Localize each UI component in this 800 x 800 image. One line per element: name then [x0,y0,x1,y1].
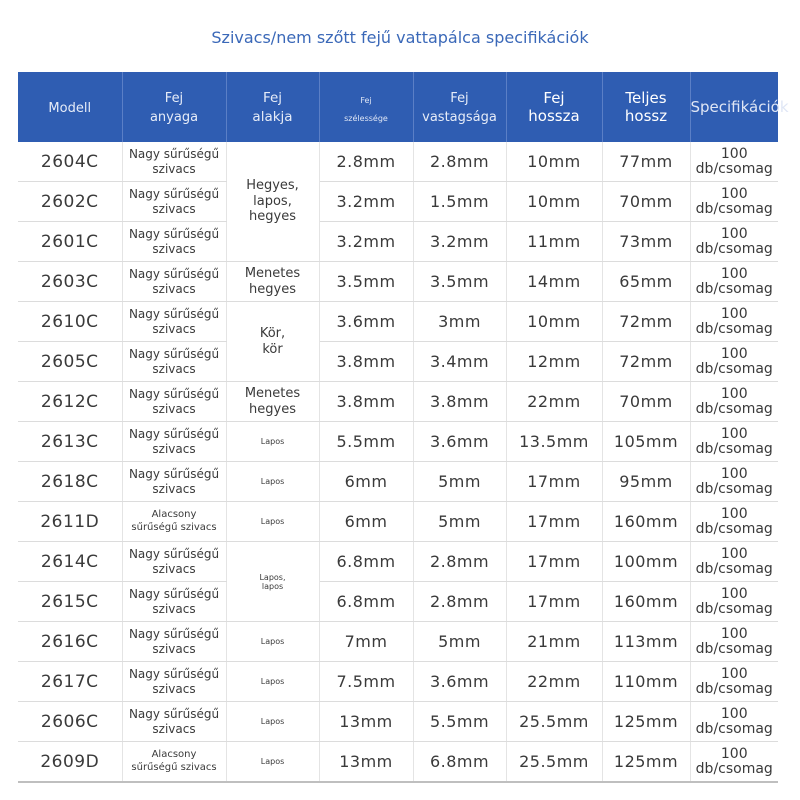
cell-shape: Menetes hegyes [226,382,319,422]
table-row [18,742,778,783]
cell-shape: Lapos [226,502,319,542]
cell-shape: Lapos [226,742,319,783]
cell-thickness: 6.8mm [413,742,506,783]
table-row [18,222,778,262]
cell-width: 13mm [319,742,413,783]
cell-head-length: 17mm [506,462,602,502]
cell-material: Nagy sűrűségű szivacs [122,702,226,742]
table-row [18,182,778,222]
cell-head-length: 14mm [506,262,602,302]
cell-shape: Lapos, lapos [226,542,319,622]
cell-material: Nagy sűrűségű szivacs [122,662,226,702]
cell-head-length: 22mm [506,382,602,422]
table-row [18,582,778,622]
cell-width: 7.5mm [319,662,413,702]
cell-width: 3.8mm [319,342,413,382]
cell-head-length: 10mm [506,142,602,182]
cell-model: 2617C [18,662,122,702]
cell-width: 5.5mm [319,422,413,462]
spec-table [18,72,789,783]
cell-width: 3.2mm [319,222,413,262]
cell-width: 6.8mm [319,542,413,582]
cell-model: 2609D [18,742,122,783]
cell-model: 2604C [18,142,122,182]
cell-material: Nagy sűrűségű szivacs [122,182,226,222]
cell-pack: 100 db/csomag [690,382,778,422]
cell-thickness: 3.6mm [413,422,506,462]
header-head-length: Fej hossza [506,72,602,142]
cell-material: Nagy sűrűségű szivacs [122,302,226,342]
cell-pack: 100 db/csomag [690,182,778,222]
table-row [18,622,778,662]
table-row [18,382,778,422]
cell-head-length: 22mm [506,662,602,702]
cell-width: 3.2mm [319,182,413,222]
cell-head-length: 21mm [506,622,602,662]
cell-thickness: 5mm [413,462,506,502]
cell-head-length: 10mm [506,182,602,222]
cell-width: 3.5mm [319,262,413,302]
header-total-length: Teljes hossz [602,72,690,142]
cell-width: 13mm [319,702,413,742]
cell-pack: 100 db/csomag [690,302,778,342]
cell-head-length: 17mm [506,582,602,622]
cell-model: 2603C [18,262,122,302]
cell-width: 3.6mm [319,302,413,342]
cell-total-length: 100mm [602,542,690,582]
header-thickness: Fej vastagsága [413,72,506,142]
cell-head-length: 10mm [506,302,602,342]
cell-thickness: 3.4mm [413,342,506,382]
cell-thickness: 5.5mm [413,702,506,742]
cell-width: 6.8mm [319,582,413,622]
table-row [18,702,778,742]
cell-thickness: 2.8mm [413,582,506,622]
cell-model: 2614C [18,542,122,582]
cell-head-length: 17mm [506,542,602,582]
cell-shape: Lapos [226,622,319,662]
cell-total-length: 95mm [602,462,690,502]
cell-material: Nagy sűrűségű szivacs [122,262,226,302]
cell-pack: 100 db/csomag [690,422,778,462]
cell-pack: 100 db/csomag [690,502,778,542]
page-title: Szivacs/nem szőtt fejű vattapálca specifikációk [211,28,589,47]
cell-model: 2605C [18,342,122,382]
cell-shape: Hegyes, lapos, hegyes [226,142,319,262]
cell-total-length: 113mm [602,622,690,662]
cell-total-length: 72mm [602,302,690,342]
cell-model: 2601C [18,222,122,262]
cell-thickness: 1.5mm [413,182,506,222]
cell-shape: Menetes hegyes [226,262,319,302]
cell-thickness: 2.8mm [413,542,506,582]
cell-total-length: 70mm [602,382,690,422]
cell-pack: 100 db/csomag [690,462,778,502]
cell-width: 6mm [319,502,413,542]
cell-model: 2606C [18,702,122,742]
cell-total-length: 125mm [602,742,690,783]
cell-shape: Kör, kör [226,302,319,382]
table-row [18,662,778,702]
cell-thickness: 3.5mm [413,262,506,302]
cell-pack: 100 db/csomag [690,742,778,783]
cell-material: Nagy sűrűségű szivacs [122,582,226,622]
cell-material: Nagy sűrűségű szivacs [122,422,226,462]
cell-material: Alacsony sűrűségű szivacs [122,502,226,542]
cell-head-length: 25.5mm [506,742,602,783]
header-model: Modell [18,72,122,142]
cell-thickness: 2.8mm [413,142,506,182]
cell-model: 2613C [18,422,122,462]
cell-total-length: 77mm [602,142,690,182]
cell-material: Nagy sűrűségű szivacs [122,342,226,382]
cell-model: 2612C [18,382,122,422]
cell-thickness: 5mm [413,502,506,542]
cell-material: Nagy sűrűségű szivacs [122,222,226,262]
cell-width: 3.8mm [319,382,413,422]
cell-pack: 100 db/csomag [690,582,778,622]
cell-thickness: 3.8mm [413,382,506,422]
cell-head-length: 13.5mm [506,422,602,462]
cell-total-length: 125mm [602,702,690,742]
cell-material: Nagy sűrűségű szivacs [122,462,226,502]
cell-width: 6mm [319,462,413,502]
cell-model: 2610C [18,302,122,342]
cell-thickness: 5mm [413,622,506,662]
cell-pack: 100 db/csomag [690,222,778,262]
cell-total-length: 160mm [602,502,690,542]
table-row [18,142,778,182]
header-row [18,72,778,142]
cell-pack: 100 db/csomag [690,622,778,662]
cell-total-length: 65mm [602,262,690,302]
cell-total-length: 72mm [602,342,690,382]
cell-pack: 100 db/csomag [690,342,778,382]
cell-shape: Lapos [226,462,319,502]
cell-pack: 100 db/csomag [690,262,778,302]
table-row [18,462,778,502]
cell-model: 2602C [18,182,122,222]
cell-total-length: 70mm [602,182,690,222]
cell-pack: 100 db/csomag [690,662,778,702]
cell-model: 2615C [18,582,122,622]
table-row [18,302,778,342]
cell-model: 2616C [18,622,122,662]
cell-width: 2.8mm [319,142,413,182]
table-row [18,542,778,582]
header-spec: Specifikációk [690,72,778,142]
table-row [18,342,778,382]
cell-total-length: 105mm [602,422,690,462]
cell-total-length: 73mm [602,222,690,262]
cell-shape: Lapos [226,422,319,462]
cell-head-length: 17mm [506,502,602,542]
cell-model: 2618C [18,462,122,502]
cell-model: 2611D [18,502,122,542]
cell-thickness: 3.2mm [413,222,506,262]
cell-total-length: 110mm [602,662,690,702]
cell-pack: 100 db/csomag [690,142,778,182]
cell-shape: Lapos [226,662,319,702]
cell-head-length: 12mm [506,342,602,382]
header-material: Fej anyaga [122,72,226,142]
cell-thickness: 3.6mm [413,662,506,702]
header-width: Fej szélessége [319,72,413,142]
header-shape: Fej alakja [226,72,319,142]
table-row [18,422,778,462]
cell-head-length: 11mm [506,222,602,262]
cell-material: Nagy sűrűségű szivacs [122,542,226,582]
cell-material: Nagy sűrűségű szivacs [122,142,226,182]
cell-pack: 100 db/csomag [690,542,778,582]
cell-material: Nagy sűrűségű szivacs [122,382,226,422]
table-row [18,502,778,542]
cell-pack: 100 db/csomag [690,702,778,742]
cell-thickness: 3mm [413,302,506,342]
cell-shape: Lapos [226,702,319,742]
cell-width: 7mm [319,622,413,662]
cell-total-length: 160mm [602,582,690,622]
cell-material: Alacsony sűrűségű szivacs [122,742,226,783]
cell-head-length: 25.5mm [506,702,602,742]
table-row [18,262,778,302]
cell-material: Nagy sűrűségű szivacs [122,622,226,662]
